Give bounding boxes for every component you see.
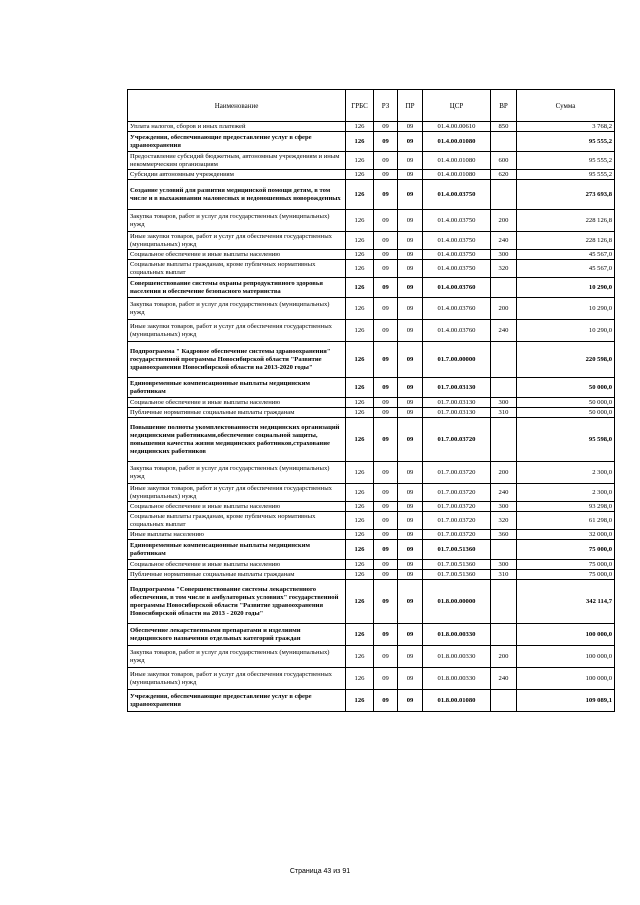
table-row [128,418,615,462]
cell-rz: 09 [374,122,398,132]
cell-name: Социальное обеспечение и иные выплаты населению [128,502,346,512]
cell-grbs: 126 [346,232,374,250]
cell-sum: 50 000,0 [517,398,615,408]
table-row [128,122,615,132]
cell-pr: 09 [398,570,423,580]
cell-csr: 01.7.00.03130 [423,408,491,418]
cell-grbs: 126 [346,260,374,278]
header-rz: РЗ [374,90,398,122]
cell-rz: 09 [374,180,398,210]
cell-vr [491,132,517,152]
cell-vr [491,418,517,462]
cell-sum: 75 000,0 [517,570,615,580]
cell-grbs: 126 [346,320,374,342]
table-row [128,560,615,570]
cell-name: Учреждения, обеспечивающие предоставление услуг в сфере здравоохранения [128,690,346,712]
cell-grbs: 126 [346,180,374,210]
cell-csr: 01.7.00.51360 [423,540,491,560]
cell-csr: 01.4.00.03760 [423,320,491,342]
cell-name: Социальное обеспечение и иные выплаты населению [128,250,346,260]
cell-name: Субсидии автономным учреждениям [128,170,346,180]
cell-pr: 09 [398,668,423,690]
table-row [128,278,615,298]
cell-pr: 09 [398,540,423,560]
cell-sum: 75 000,0 [517,540,615,560]
cell-rz: 09 [374,512,398,530]
table-row [128,210,615,232]
cell-rz: 09 [374,260,398,278]
cell-vr: 320 [491,512,517,530]
cell-csr: 01.8.00.01080 [423,690,491,712]
cell-csr: 01.4.00.00610 [423,122,491,132]
cell-pr: 09 [398,624,423,646]
cell-vr: 300 [491,398,517,408]
cell-pr: 09 [398,378,423,398]
cell-pr: 09 [398,298,423,320]
cell-sum: 10 290,0 [517,320,615,342]
cell-vr: 200 [491,298,517,320]
cell-vr: 320 [491,260,517,278]
cell-vr: 300 [491,250,517,260]
cell-name: Закупка товаров, работ и услуг для государственных (муниципальных) нужд [128,462,346,484]
cell-rz: 09 [374,408,398,418]
cell-vr: 200 [491,646,517,668]
cell-rz: 09 [374,502,398,512]
cell-rz: 09 [374,152,398,170]
cell-sum: 95 555,2 [517,132,615,152]
cell-vr: 620 [491,170,517,180]
table-row [128,690,615,712]
cell-sum: 95 555,2 [517,152,615,170]
cell-rz: 09 [374,668,398,690]
table-row [128,462,615,484]
cell-grbs: 126 [346,646,374,668]
cell-sum: 95 598,0 [517,418,615,462]
cell-pr: 09 [398,408,423,418]
cell-sum: 75 000,0 [517,560,615,570]
cell-pr: 09 [398,122,423,132]
cell-csr: 01.4.00.03760 [423,278,491,298]
cell-sum: 45 567,0 [517,260,615,278]
cell-rz: 09 [374,530,398,540]
cell-csr: 01.7.00.03720 [423,418,491,462]
cell-rz: 09 [374,690,398,712]
cell-grbs: 126 [346,484,374,502]
cell-csr: 01.4.00.03750 [423,180,491,210]
table-row [128,580,615,624]
cell-name: Публичные нормативные социальные выплаты гражданам [128,570,346,580]
table-row [128,646,615,668]
cell-pr: 09 [398,580,423,624]
cell-pr: 09 [398,170,423,180]
cell-name: Закупка товаров, работ и услуг для государственных (муниципальных) нужд [128,298,346,320]
cell-vr [491,624,517,646]
cell-csr: 01.4.00.01080 [423,132,491,152]
cell-vr: 310 [491,408,517,418]
cell-csr: 01.8.00.00000 [423,580,491,624]
cell-name: Повышение полноты укомплектованности медицинских организаций медицинскими работниками,обеспечение социальной защиты, повышения качества жизни медицинских работников,страхование медицинских работников [128,418,346,462]
cell-sum: 220 598,0 [517,342,615,378]
cell-name: Подпрограмма " Кадровое обеспечение системы здравоохранения" государственной программы Новосибирской области "Развитие здравоохранения Новосибирской области на 2013-2020 годы" [128,342,346,378]
cell-csr: 01.8.00.00330 [423,624,491,646]
cell-pr: 09 [398,232,423,250]
cell-csr: 01.4.00.03750 [423,210,491,232]
cell-name: Публичные нормативные социальные выплаты гражданам [128,408,346,418]
cell-rz: 09 [374,320,398,342]
cell-csr: 01.7.00.51360 [423,570,491,580]
cell-name: Уплата налогов, сборов и иных платежей [128,122,346,132]
cell-name: Создание условий для развития медицинской помощи детям, в том числе и в выхаживании маловесных и недоношенных новорожденных [128,180,346,210]
cell-pr: 09 [398,250,423,260]
cell-vr: 310 [491,570,517,580]
table-row [128,398,615,408]
cell-csr: 01.7.00.03720 [423,530,491,540]
cell-grbs: 126 [346,512,374,530]
cell-grbs: 126 [346,298,374,320]
cell-rz: 09 [374,484,398,502]
header-pr: ПР [398,90,423,122]
cell-rz: 09 [374,646,398,668]
cell-vr: 850 [491,122,517,132]
cell-grbs: 126 [346,250,374,260]
table-row [128,232,615,250]
cell-rz: 09 [374,170,398,180]
cell-rz: 09 [374,342,398,378]
cell-rz: 09 [374,250,398,260]
cell-pr: 09 [398,530,423,540]
cell-grbs: 126 [346,690,374,712]
cell-vr: 240 [491,484,517,502]
cell-csr: 01.4.00.01080 [423,152,491,170]
cell-grbs: 126 [346,570,374,580]
cell-grbs: 126 [346,540,374,560]
cell-vr [491,540,517,560]
cell-sum: 10 290,0 [517,298,615,320]
cell-grbs: 126 [346,278,374,298]
table-row [128,378,615,398]
cell-rz: 09 [374,298,398,320]
cell-csr: 01.7.00.03130 [423,378,491,398]
cell-pr: 09 [398,210,423,232]
cell-sum: 228 126,8 [517,232,615,250]
table-row [128,170,615,180]
cell-grbs: 126 [346,560,374,570]
cell-name: Социальное обеспечение и иные выплаты населению [128,398,346,408]
cell-vr [491,580,517,624]
table-row [128,342,615,378]
cell-pr: 09 [398,342,423,378]
cell-sum: 109 089,1 [517,690,615,712]
cell-name: Учреждения, обеспечивающие предоставление услуг в сфере здравоохранения [128,132,346,152]
cell-sum: 45 567,0 [517,250,615,260]
cell-vr: 240 [491,668,517,690]
cell-rz: 09 [374,418,398,462]
cell-name: Подпрограмма "Совершенствование системы лекарственного обеспечения, в том числе в амбулаторных условиях" государственной программы Новосибирской области "Развитие здравоохранения Новосибирской области на 2013 - 2020 годы" [128,580,346,624]
cell-vr: 360 [491,530,517,540]
cell-rz: 09 [374,560,398,570]
table-row [128,180,615,210]
header-vr: ВР [491,90,517,122]
cell-grbs: 126 [346,122,374,132]
table-row [128,298,615,320]
cell-rz: 09 [374,570,398,580]
table-header-row [128,90,615,122]
header-csr: ЦСР [423,90,491,122]
cell-sum: 228 126,8 [517,210,615,232]
cell-grbs: 126 [346,668,374,690]
cell-csr: 01.4.00.03760 [423,298,491,320]
table-row [128,502,615,512]
cell-name: Предоставление субсидий бюджетным, автономным учреждениям и иным некоммерческим организациям [128,152,346,170]
cell-pr: 09 [398,512,423,530]
cell-csr: 01.4.00.03750 [423,232,491,250]
cell-name: Социальное обеспечение и иные выплаты населению [128,560,346,570]
cell-grbs: 126 [346,530,374,540]
cell-csr: 01.7.00.00000 [423,342,491,378]
cell-pr: 09 [398,132,423,152]
cell-pr: 09 [398,502,423,512]
cell-sum: 2 300,0 [517,462,615,484]
table-row [128,540,615,560]
cell-vr [491,378,517,398]
page-footer: Страница 43 из 91 [289,868,351,875]
header-grbs: ГРБС [346,90,374,122]
cell-name: Закупка товаров, работ и услуг для государственных (муниципальных) нужд [128,646,346,668]
cell-csr: 01.4.00.03750 [423,250,491,260]
cell-pr: 09 [398,690,423,712]
header-name: Наименование [128,90,346,122]
cell-grbs: 126 [346,502,374,512]
cell-sum: 342 114,7 [517,580,615,624]
cell-sum: 32 000,0 [517,530,615,540]
cell-csr: 01.4.00.03750 [423,260,491,278]
cell-pr: 09 [398,484,423,502]
cell-csr: 01.7.00.51360 [423,560,491,570]
cell-csr: 01.4.00.01080 [423,170,491,180]
cell-rz: 09 [374,278,398,298]
cell-csr: 01.7.00.03720 [423,462,491,484]
cell-pr: 09 [398,260,423,278]
cell-sum: 50 000,0 [517,408,615,418]
cell-vr: 240 [491,232,517,250]
cell-sum: 61 298,0 [517,512,615,530]
cell-grbs: 126 [346,580,374,624]
cell-grbs: 126 [346,462,374,484]
cell-grbs: 126 [346,132,374,152]
cell-grbs: 126 [346,210,374,232]
cell-vr [491,180,517,210]
cell-pr: 09 [398,560,423,570]
cell-sum: 2 300,0 [517,484,615,502]
cell-name: Иные выплаты населению [128,530,346,540]
cell-name: Обеспечение лекарственными препаратами и изделиями медицинского назначения отдельных категорий граждан [128,624,346,646]
cell-name: Иные закупки товаров, работ и услуг для обеспечения государственных (муниципальных) нужд [128,320,346,342]
cell-vr: 300 [491,560,517,570]
cell-rz: 09 [374,398,398,408]
table-row [128,250,615,260]
cell-pr: 09 [398,418,423,462]
table-body [128,122,615,712]
budget-table [127,89,615,712]
cell-name: Иные закупки товаров, работ и услуг для обеспечения государственных (муниципальных) нужд [128,484,346,502]
cell-pr: 09 [398,398,423,408]
cell-name: Социальные выплаты гражданам, кроме публичных нормативных социальных выплат [128,512,346,530]
header-sum: Сумма [517,90,615,122]
cell-csr: 01.7.00.03720 [423,484,491,502]
table-row [128,320,615,342]
table-row [128,624,615,646]
table-row [128,484,615,502]
cell-name: Закупка товаров, работ и услуг для государственных (муниципальных) нужд [128,210,346,232]
table-row [128,512,615,530]
cell-sum: 100 000,0 [517,646,615,668]
cell-pr: 09 [398,462,423,484]
cell-rz: 09 [374,210,398,232]
cell-csr: 01.7.00.03720 [423,512,491,530]
cell-sum: 50 000,0 [517,378,615,398]
cell-vr: 240 [491,320,517,342]
cell-sum: 10 290,0 [517,278,615,298]
table-row [128,668,615,690]
cell-csr: 01.8.00.00330 [423,646,491,668]
table-row [128,132,615,152]
cell-pr: 09 [398,320,423,342]
cell-pr: 09 [398,152,423,170]
cell-rz: 09 [374,540,398,560]
cell-sum: 100 000,0 [517,668,615,690]
cell-grbs: 126 [346,378,374,398]
cell-vr: 200 [491,462,517,484]
cell-name: Единовременные компенсационные выплаты медицинским работникам [128,378,346,398]
cell-name: Иные закупки товаров, работ и услуг для обеспечения государственных (муниципальных) нужд [128,668,346,690]
cell-grbs: 126 [346,624,374,646]
cell-rz: 09 [374,462,398,484]
cell-vr [491,342,517,378]
cell-rz: 09 [374,232,398,250]
cell-pr: 09 [398,646,423,668]
cell-sum: 100 000,0 [517,624,615,646]
cell-sum: 93 298,0 [517,502,615,512]
cell-rz: 09 [374,580,398,624]
table-row [128,408,615,418]
cell-rz: 09 [374,378,398,398]
cell-sum: 3 768,2 [517,122,615,132]
cell-grbs: 126 [346,152,374,170]
cell-sum: 273 693,8 [517,180,615,210]
cell-grbs: 126 [346,398,374,408]
cell-csr: 01.8.00.00330 [423,668,491,690]
cell-name: Иные закупки товаров, работ и услуг для обеспечения государственных (муниципальных) нужд [128,232,346,250]
cell-pr: 09 [398,278,423,298]
cell-name: Социальные выплаты гражданам, кроме публичных нормативных социальных выплат [128,260,346,278]
cell-grbs: 126 [346,170,374,180]
cell-csr: 01.7.00.03720 [423,502,491,512]
cell-grbs: 126 [346,408,374,418]
cell-csr: 01.7.00.03130 [423,398,491,408]
table-row [128,152,615,170]
table-row [128,260,615,278]
cell-vr: 200 [491,210,517,232]
cell-rz: 09 [374,624,398,646]
cell-vr: 600 [491,152,517,170]
table-row [128,570,615,580]
cell-name: Совершенствование системы охраны репродуктивного здоровья населения и обеспечение безопасного материнства [128,278,346,298]
cell-vr [491,690,517,712]
cell-grbs: 126 [346,418,374,462]
table-row [128,530,615,540]
cell-rz: 09 [374,132,398,152]
cell-grbs: 126 [346,342,374,378]
cell-vr: 300 [491,502,517,512]
cell-vr [491,278,517,298]
cell-pr: 09 [398,180,423,210]
cell-name: Единовременные компенсационные выплаты медицинским работникам [128,540,346,560]
cell-sum: 95 555,2 [517,170,615,180]
